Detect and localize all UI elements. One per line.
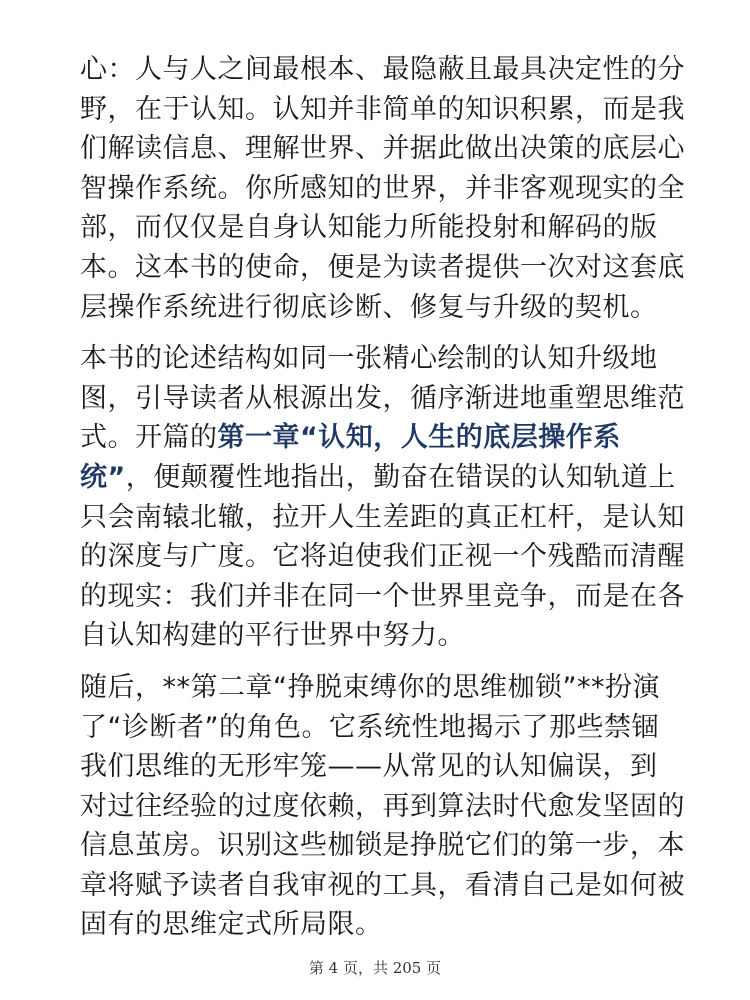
text-line: 信息茧房。识别这些枷锁是挣脱它们的第一步，本 [80,830,685,862]
text-line: 的深度与广度。它将迫使我们正视一个残酷而清醒 [80,541,685,573]
text-segment: 式。开篇的 [80,422,218,454]
text-line: 随后，**第二章“挣脱束缚你的思维枷锁”**扮演 [80,671,660,703]
text-line: 层操作系统进行彻底诊断、修复与升级的契机。 [80,291,658,323]
text-line-with-emphasis [80,458,675,498]
text-line: 固有的思维定式所局限。 [80,909,383,941]
text-line: 图，引导读者从根源出发，循序渐进地重塑思维范 [80,382,685,414]
text-line: 智操作系统。你所感知的世界，并非客观现实的全 [80,172,685,204]
text-line: 自认知构建的平行世界中努力。 [80,620,465,652]
text-line: 本书的论述结构如同一张精心绘制的认知升级地 [80,343,658,375]
paragraph-chapter-two [80,668,685,945]
text-line: 章将赋予读者自我审视的工具，看清自己是如何被 [80,869,685,901]
text-line: 我们思维的无形牢笼——从常见的认知偏误，到 [80,751,658,783]
paragraph-structure [80,339,685,656]
text-line-with-emphasis [80,418,675,458]
text-line: 们解读信息、理解世界、并据此做出决策的底层心 [80,133,685,165]
text-line: 只会南辕北辙，拉开人生差距的真正杠杆，是认知 [80,501,685,533]
page-number-footer: 第 4 页，共 205 页 [308,959,442,977]
text-line: 本。这本书的使命，便是为读者提供一次对这套底 [80,251,685,283]
text-line: 对过往经验的过度依赖，再到算法时代愈发坚固的 [80,790,685,822]
text-line: 了“诊断者”的角色。它系统性地揭示了那些禁锢 [80,711,659,743]
text-line: 心：人与人之间最根本、最隐蔽且最具决定性的分 [80,54,685,85]
paragraph-intro [80,50,685,327]
document-body [80,50,685,957]
text-segment: ，便颠覆性地指出，勤奋在错误的认知轨道上 [125,461,676,493]
chapter-one-title-emphasis: 第一章“认知，人生的底层操作系 [217,422,621,454]
text-line: 的现实：我们并非在同一个世界里竞争，而是在各 [80,580,685,612]
text-line: 野，在于认知。认知并非简单的知识积累，而是我 [80,93,685,125]
chapter-one-title-emphasis-end: 统” [80,461,126,493]
text-line: 部，而仅仅是自身认知能力所能投射和解码的版 [80,212,658,244]
